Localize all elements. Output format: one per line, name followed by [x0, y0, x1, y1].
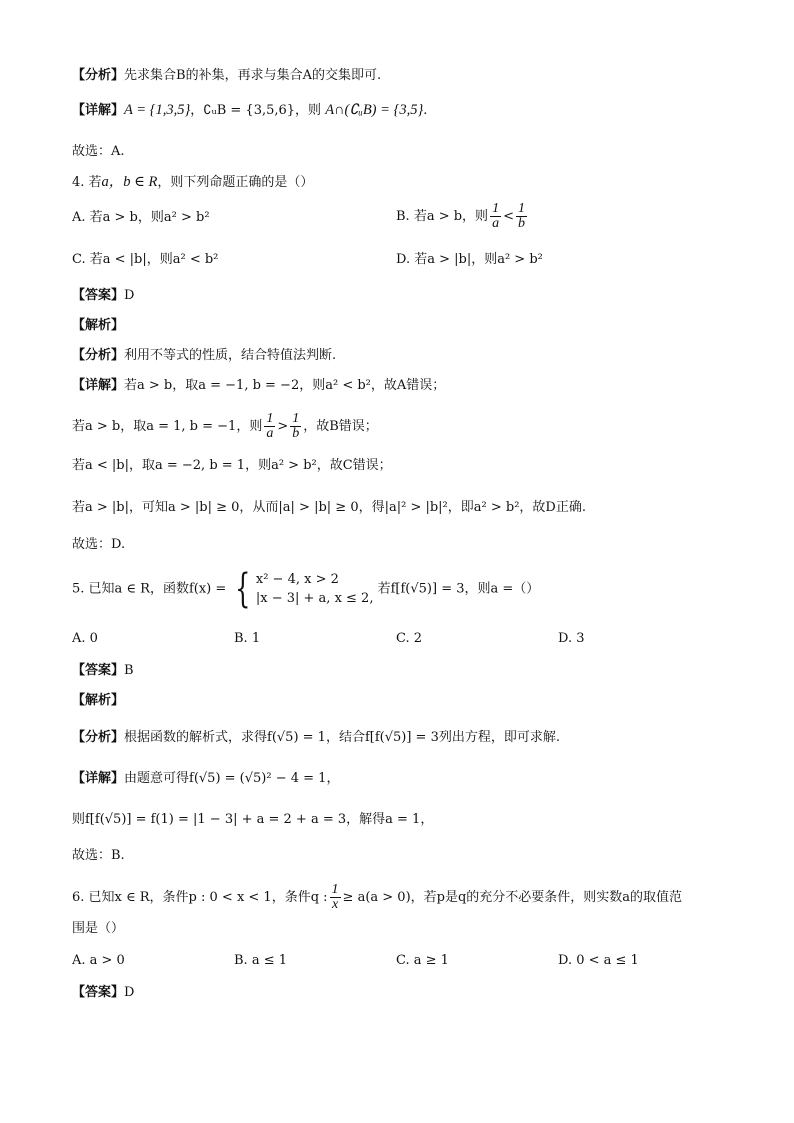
- q6-option-a: A. a > 0: [72, 953, 125, 968]
- q5-detail-1-text: 由题意可得f(√5) = (√5)² − 4 = 1，: [124, 771, 340, 786]
- case-1: x² − 4, x > 2: [255, 572, 339, 587]
- frac-1-over-b: $\frac{1}{b}$: [292, 411, 300, 441]
- q4-answer: [72, 286, 134, 306]
- q4-answer-value: D: [124, 288, 135, 303]
- question-5-stem: [72, 566, 540, 612]
- q5-option-c: C. 2: [396, 631, 423, 646]
- jiexi-tag: 【解析】: [72, 693, 125, 708]
- q4-analysis-text: 利用不等式的性质，结合特值法判断.: [124, 348, 337, 363]
- cases: [256, 570, 374, 608]
- answer-tag: 【答案】: [72, 663, 125, 678]
- detail-tag: 【详解】: [72, 103, 125, 118]
- q5-condition: 若f[f(√5)] = 3，则a =（）: [377, 581, 540, 597]
- q4-jiexi: [72, 316, 124, 336]
- question-4-stem: [72, 172, 313, 193]
- q4-detail-2: 若a > b，取a = 1, b = −1，则 $\frac{1}{a}$ > $\frac{1}{b}$ ，故B错误；: [72, 411, 378, 441]
- selection-line: 故选：A.: [72, 144, 125, 159]
- q4-detail-1-text: 若a > b，取a = −1, b = −2，则a² < b²，故A错误；: [124, 378, 446, 393]
- answer-tag: 【答案】: [72, 985, 125, 1000]
- analysis-tag: 【分析】: [72, 68, 125, 83]
- q6-intro: 6. 已知x ∈ R，条件p : 0 < x < 1，条件q :: [72, 890, 328, 905]
- question-6-stem-2: 围是（）: [72, 921, 125, 936]
- complement-b: ，∁ᵤB = {3,5,6}，则: [190, 103, 322, 118]
- detail-line: [72, 100, 427, 121]
- q4-number: 4. 若: [72, 175, 102, 190]
- frac-1-over-a: $\frac{1}{a}$: [492, 201, 500, 231]
- q5-selection: 故选：B.: [72, 848, 125, 863]
- set-a: A = {1,3,5}: [124, 102, 191, 118]
- q4-analysis: [72, 346, 336, 366]
- q5-detail-2: 则f[f(√5)] = f(1) = |1 − 3| + a = 2 + a = 3，解得a = 1，: [72, 812, 434, 827]
- frac-1-over-x: $\frac{1}{x}$: [331, 882, 339, 912]
- q4-option-b: B. 若a > b，则 $\frac{1}{a}$ < $\frac{1}{b}$: [396, 201, 525, 231]
- q4-option-d: D. 若a > |b|，则a² > b²: [396, 252, 543, 267]
- q6-option-b: B. a ≤ 1: [234, 953, 287, 968]
- q4-selection: 故选：D.: [72, 537, 126, 552]
- q5-intro: 5. 已知a ∈ R，函数f(x) =: [72, 581, 227, 597]
- q4-detail-2-text: 若a > b，取a = 1, b = −1，则: [72, 419, 263, 434]
- q4-detail-1: [72, 376, 445, 396]
- q5-answer: [72, 661, 134, 681]
- piecewise-function: [230, 566, 374, 612]
- q4-detail-3: 若a < |b|，取a = −2, b = 1，则a² > b²，故C错误；: [72, 458, 392, 473]
- frac-1-over-b: $\frac{1}{b}$: [517, 201, 525, 231]
- frac-1-over-a: $\frac{1}{a}$: [266, 411, 274, 441]
- detail-tag: 【详解】: [72, 378, 125, 393]
- q5-analysis: [72, 728, 560, 748]
- detail-tag: 【详解】: [72, 771, 125, 786]
- q6-answer: [72, 983, 134, 1003]
- brace: {: [235, 566, 251, 612]
- q4-option-a: A. 若a > b，则a² > b²: [72, 210, 210, 225]
- q4-detail-2-tail: ，故B错误；: [303, 419, 378, 434]
- case-2: |x − 3| + a, x ≤ 2,: [255, 591, 374, 606]
- q4-detail-4: 若a > |b|，可知a > |b| ≥ 0，从而|a| > |b| ≥ 0，得|a|² > |b|²，即a² > b²，故D正确.: [72, 500, 586, 515]
- answer-tag: 【答案】: [72, 288, 125, 303]
- q4-option-b-text: B. 若a > b，则: [396, 209, 489, 224]
- jiexi-tag: 【解析】: [72, 318, 125, 333]
- q4-tail: ，则下列命题正确的是（）: [157, 175, 314, 190]
- analysis-line: [72, 66, 381, 86]
- q6-condition: ≥ a(a > 0)，若p是q的充分不必要条件，则实数a的取值范: [342, 890, 683, 905]
- analysis-tag: 【分析】: [72, 348, 125, 363]
- period: .: [423, 103, 428, 118]
- analysis-text: 先求集合B的补集，再求与集合A的交集即可.: [124, 68, 382, 83]
- q5-answer-value: B: [124, 663, 134, 678]
- q5-option-b: B. 1: [234, 631, 261, 646]
- intersection: A∩(∁ᵤB) = {3,5}: [325, 102, 424, 118]
- analysis-tag: 【分析】: [72, 730, 125, 745]
- q4-option-c: C. 若a < |b|，则a² < b²: [72, 252, 219, 267]
- q5-analysis-text: 根据函数的解析式，求得f(√5) = 1，结合f[f(√5)] = 3列出方程，即可求解.: [124, 730, 560, 745]
- q6-option-d: D. 0 < a ≤ 1: [558, 953, 639, 968]
- q4-vars: a，b ∈ R: [101, 174, 158, 190]
- q5-option-d: D. 3: [558, 631, 585, 646]
- q5-option-a: A. 0: [72, 631, 98, 646]
- question-6-stem: [72, 883, 682, 912]
- q6-answer-value: D: [124, 985, 135, 1000]
- q5-jiexi: [72, 691, 124, 711]
- q6-option-c: C. a ≥ 1: [396, 953, 449, 968]
- q5-detail-1: [72, 769, 339, 789]
